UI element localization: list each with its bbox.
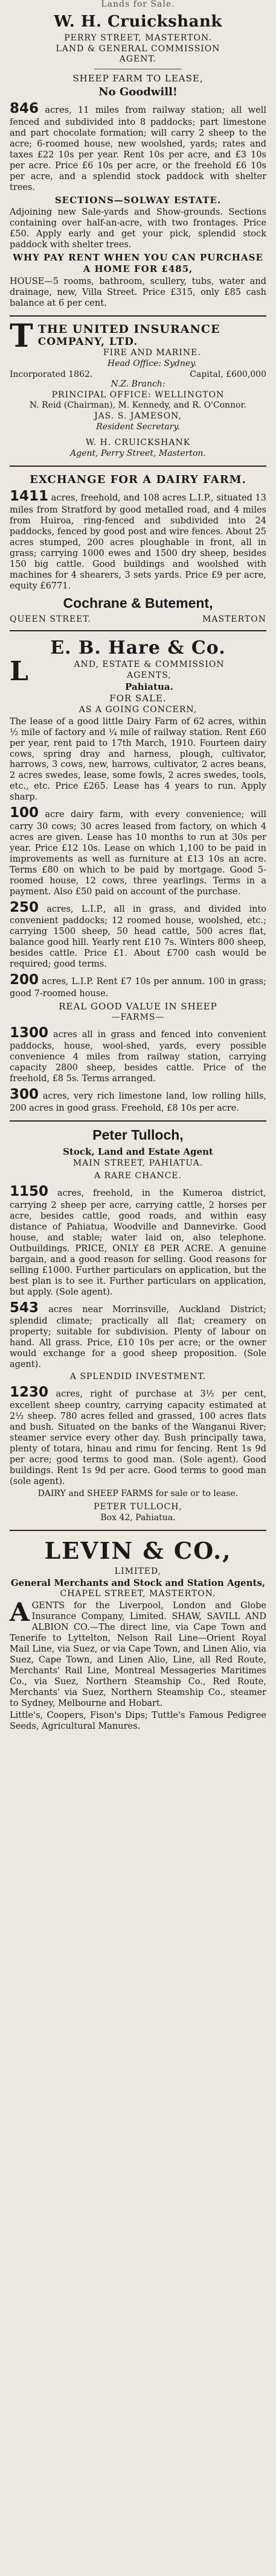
eb-real-good: REAL GOOD VALUE IN SHEEP <box>59 1000 217 1012</box>
eb-for-sale: FOR SALE. <box>109 693 167 704</box>
tulloch-543-text: 543 acres near Morrinsville, Auckland District; splendid climate; practically all flat; creamery on property; suitable for subdivision. Plenty of labour on hand. All grass. Price, £10 10s per acre; or the owner would exchange for a good sheep proposition. (Sole agent). <box>10 1299 267 1370</box>
eb-hare-name: E. B. Hare & Co. <box>50 637 226 658</box>
cochrane-address: QUEEN STREET. MASTERTON <box>10 614 266 624</box>
sections-heading: SECTIONS—SOLWAY ESTATE. <box>54 194 222 206</box>
drop-cap-a: A <box>10 1597 30 1627</box>
insurance-agent: W. H. CRUICKSHANK <box>85 438 191 448</box>
levin-limited: LIMITED, <box>114 1566 162 1576</box>
divider <box>10 315 266 317</box>
sheep-farm-subheading: No Goodwill! <box>98 85 178 98</box>
cochrane-name: Cochrane & Butement, <box>63 595 213 611</box>
tulloch-1150-text: 1150 acres, freehold, in the Kumeroa district, carrying 2 sheep per acre, carrying cattle, 2 horses per acre, besides cattle, good roads, and within easy distance of Pahiatua, Woodville and Dannevirke. Good house, and stable; water laid on, also telephone. Outbuildings. PRICE, ONLY £8 PER ACRE. A genuine bargain, and a good reason for selling. Good reasons for selling £1000. Further particulars on application, but the best plan is to see it. Further particulars on application, but apply. (Sole agent). <box>10 1184 266 1297</box>
sheep-farm-text: 846 acres, 11 miles from railway station; all well fenced and subdivided into 8 paddocks; part limestone and part chocolate formation; will carry 2 sheep to the acre; 6-roomed house, new woolshed, yards; rates and taxes £22 10s per year. Rent 10s per acre, and £3 10s per acre. Price £6 10s per acre, or the freehold £6 10s per acre, and a splendid stock paddock with shelter trees. <box>10 101 267 192</box>
tulloch-1230-text: 1230 acres, right of purchase at 3½ per cent, excellent sheep country, carrying capacity estimated at 2½ sheep. 780 acres felled and grassed, 100 acres flats and bush. Situated on the banks of the Wanganui River; steamer service every other day. Bush principally tawa, plenty of totara, hinau and rimu for fencing. Rent 1s 9d per acre; good terms to good man. (Sole agent). Good buildings. Rent 1s 9d per acre. Good terms to good man (sole agent). <box>10 1384 267 1487</box>
levin-street: CHAPEL STREET, MASTERTON. <box>60 1589 216 1599</box>
eb-1300-text: 1300 acres all in grass and fenced into convenient paddocks, house, wool-shed, yards, every possible convenience 4 miles from railway station, carrying capacity 2800 sheep, besides cattle. Price of the freehold, £8 5s. Terms arranged. <box>10 1024 266 1084</box>
levin-name: LEVIN & CO., <box>44 1536 232 1564</box>
drop-cap-l: L <box>10 655 28 687</box>
tulloch-sub: Stock, Land and Estate Agent <box>63 1146 213 1158</box>
cruickshank-line2: AGENT. <box>119 54 157 65</box>
eb-100-text: 100 acre dairy farm, with every convenience; will carry 30 cows; 30 acres leased from factory, on which 4 acres are given. Lease has 10 months to run at 30s per year. Price £12 10s. Lease on which 1,100 to be paid in improvements as well as furniture at £13 10s an acre. Terms £80 on which to be paid by mortgage. Good 5-roomed house, 12 cows, three yearlings. Terms in a payment. Also £50 paid on account of the purchase. <box>10 805 266 897</box>
drop-cap-t: T <box>10 317 33 355</box>
clipped-header: Lands for Sale. <box>101 0 175 9</box>
eb-200-text: 200 acres, L.I.P. Rent £7 10s per annum. 100 in grass; good 7-roomed house. <box>10 972 266 999</box>
eb-250-text: 250 acres, L.I.P., all in grass, and divided into convenient paddocks; 12 roomed house, woolshed, etc.; carrying 1500 sheep, 50 head cattle, 500 acres flat, balance good hill. Yearly rent £10 7s. Winters 800 sheep, besides cattle. Price £1. About £700 cash would be required; good terms. <box>10 899 267 970</box>
why-pay-heading: WHY PAY RENT WHEN YOU CAN PURCHASE A HOME FOR £485, <box>13 251 263 275</box>
tulloch-sig: PETER TULLOCH, <box>94 1502 182 1512</box>
sheep-farm-heading: SHEEP FARM TO LEASE, <box>72 73 204 84</box>
tulloch-splendid: A SPLENDID INVESTMENT. <box>69 1371 207 1381</box>
insurance-branch: N.Z. Branch: <box>111 379 165 389</box>
levin-general: General Merchants and Stock and Station Agents, <box>10 1577 266 1588</box>
eb-going-concern: AS A GOING CONCERN, <box>79 704 197 715</box>
cruickshank-name: W. H. Cruickshank <box>54 13 222 31</box>
sections-text: Adjoining new Sale-yards and Show-grounds. Sections containing over half-an-acre, with two frontages. Price £50. Apply early and get your pick, splendid stock paddock with shelter trees. <box>10 207 266 250</box>
eb-going-text: The lease of a good little Dairy Farm of 62 acres, within ½ mile of factory and ¼ mile of railway station. Rent £60 per year, rent paid to 17th March, 1910. Fourteen dairy cows, spring dray and harness, plough, cultivator, harrows, 3 cows, new, harrows, cultivator, 2 acres beans, 2 acres swedes, lease, some fowls, 2 acres swedes, tools, etc., etc. Price £265. Lease has 4 years to run. Apply sharp. <box>10 716 266 803</box>
incorporated-row: Incorporated 1862. Capital, £600,000 <box>10 369 266 379</box>
insurance-ad <box>10 317 266 370</box>
insurance-title: THE UNITED INSURANCE <box>37 322 220 336</box>
levin-agents-text: AGENTS for the Liverpool, London and Globe Insurance Company, Limited. SHAW, SAVILL AND ALBION CO.—The direct line, via Cape Town and Tenerife to Lyttelton, Nelson Rail Line—Orient Royal Mail Line, via Suez, or via Cape Town, and Linen Alio, via Suez, Cape Town, and Linen Alio, Line, all Red Route, Merchants' Rail Line, Montreal Messageries Maritimes Co., via Suez, Northern Steamship Co., Red Route, Merchants' via Suez, Northern Steamship Co., steamer to Sydney, Melbourne and Hobart. <box>10 1597 266 1708</box>
tulloch-rare: A RARE CHANCE. <box>94 1171 182 1181</box>
tulloch-dairy: DAIRY and SHEEP FARMS for sale or to lease. <box>37 1489 239 1499</box>
divider <box>10 1530 266 1531</box>
insurance-head-office: Head Office: Sydney. <box>108 358 197 368</box>
divider <box>10 1120 266 1122</box>
insurance-secretary: JAS. S. JAMESON, <box>94 411 182 421</box>
eb-farms: —FARMS— <box>111 1012 165 1022</box>
tulloch-name: Peter Tulloch, <box>92 1126 184 1143</box>
insurance-title2: COMPANY, LTD. <box>37 335 138 348</box>
divider <box>10 466 266 467</box>
insurance-directors: N. Reid (Chairman), M. Kennedy, and R. O'Connor. <box>29 400 247 411</box>
cruickshank-address: PERRY STREET, MASTERTON. <box>64 33 212 43</box>
levin-more-text: Little's, Coopers, Fison's Dips; Tuttle's Famous Pedigree Seeds, Agricultural Manures. <box>10 1710 266 1731</box>
tulloch-street: MAIN STREET, PAHIATUA. <box>72 1158 204 1168</box>
exchange-text: 1411 acres, freehold, and 108 acres L.I.P., situated 13 miles from Stratford by good metalled road, and 4 miles from Huiroa, ring-fenced and subdivided into 24 paddocks, fenced by good post and wire fences. About 25 acres stumped, 200 acres ploughable in front, all in grass; carrying 1000 ewes and 1500 dry sheep, besides 150 big cattle. Good buildings and woolshed with machines for 4 shearers, 3 sets yards. Price £9 per acre, equity £6771. <box>10 488 267 591</box>
cruickshank-line1: LAND & GENERAL COMMISSION <box>56 43 220 54</box>
insurance-fire: FIRE AND MARINE. <box>103 347 201 358</box>
why-pay-text: HOUSE—5 rooms, bathroom, scullery, tubs, water and drainage, new, Villa Street. Price £315, only £85 cash balance at 6 per cent. <box>10 276 266 308</box>
eb-hare-sub: L AND, ESTATE & COMMISSION AGENTS, Pahiatua. <box>10 655 225 692</box>
exchange-heading: EXCHANGE FOR A DAIRY FARM. <box>30 473 246 486</box>
eb-300-text: 300 acres, very rich limestone land, low rolling hills, 200 acres in good grass. Freehold, £8 10s per acre. <box>10 1087 267 1113</box>
tulloch-box: Box 42, Pahiatua. <box>100 1512 176 1523</box>
insurance-agent-title: Agent, Perry Street, Masterton. <box>70 449 206 459</box>
acre-number: 846 <box>10 101 39 117</box>
insurance-secretary-title: Resident Secretary. <box>96 422 180 432</box>
divider <box>10 630 266 631</box>
insurance-principal: PRINCIPAL OFFICE: WELLINGTON <box>51 390 225 400</box>
